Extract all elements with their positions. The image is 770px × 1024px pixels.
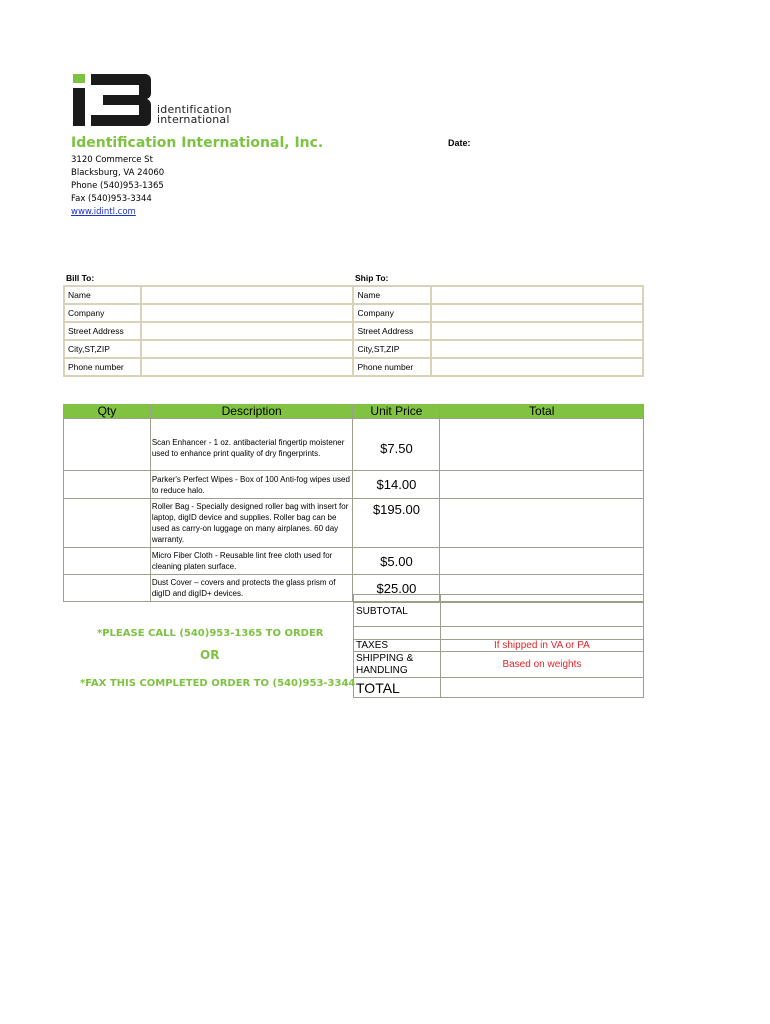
total-cell[interactable] — [440, 548, 644, 575]
bill-company-label: Company — [64, 304, 141, 322]
taxes-note: If shipped in VA or PA — [440, 640, 643, 652]
total-cell[interactable] — [440, 471, 644, 499]
table-row — [354, 595, 644, 603]
address-line1: 3120 Commerce St — [71, 155, 153, 165]
logo-line1: identification — [157, 103, 232, 116]
bill-company-field[interactable] — [141, 304, 353, 322]
qty-cell[interactable] — [64, 471, 151, 499]
ship-to-heading: Ship To: — [355, 273, 389, 283]
table-row — [64, 322, 643, 340]
bill-ship-table — [63, 285, 644, 377]
fax-order-note: *FAX THIS COMPLETED ORDER TO (540)953-3344 — [80, 678, 356, 689]
ship-phone-label: Phone number — [353, 358, 430, 376]
subtotal-label: SUBTOTAL — [354, 603, 441, 627]
totals-table — [353, 594, 644, 698]
item-description: Micro Fiber Cloth - Reusable lint free cloth used for cleaning platen surface. — [150, 548, 353, 575]
spacer-cell — [440, 595, 643, 603]
table-row — [354, 627, 644, 640]
phone-line: Phone (540)953-1365 — [71, 181, 164, 191]
ship-city-field[interactable] — [431, 340, 643, 358]
subtotal-value[interactable] — [440, 603, 643, 627]
item-unit-price: $25.00 — [353, 575, 440, 602]
ship-name-label: Name — [353, 286, 430, 304]
website-link[interactable]: www.idintl.com — [71, 207, 136, 217]
table-row — [64, 419, 644, 427]
ship-phone-field[interactable] — [431, 358, 643, 376]
ship-street-label: Street Address — [353, 322, 430, 340]
ship-name-field[interactable] — [431, 286, 643, 304]
qty-cell[interactable] — [64, 575, 151, 602]
item-unit-price: $7.50 — [353, 427, 440, 471]
item-description: Dust Cover – covers and protects the glass prism of digID and digID+ devices. — [150, 575, 353, 602]
total-cell[interactable] — [440, 499, 644, 548]
table-row — [64, 304, 643, 322]
description-cell-spacer — [150, 419, 353, 427]
table-row — [354, 603, 644, 627]
bill-street-label: Street Address — [64, 322, 141, 340]
address-line2: Blacksburg, VA 24060 — [71, 168, 165, 178]
item-description: Scan Enhancer - 1 oz. antibacterial fingertip moistener used to enhance print quality of dry fingerprints. — [150, 427, 353, 471]
item-description: Roller Bag - Specially designed roller bag with insert for laptop, digID device and supplies. Roller bag can be used as carry-on luggage on many airplanes. 60 day warranty. — [150, 499, 353, 548]
table-row — [64, 499, 644, 548]
order-items-table — [63, 404, 644, 602]
table-row — [354, 652, 644, 678]
table-row — [64, 340, 643, 358]
bill-name-field[interactable] — [141, 286, 353, 304]
bill-phone-field[interactable] — [141, 358, 353, 376]
total-value[interactable] — [440, 678, 643, 698]
ship-city-label: City,ST,ZIP — [353, 340, 430, 358]
or-note: OR — [200, 648, 220, 662]
logo-line2: international — [157, 113, 230, 126]
price-cell-spacer — [353, 419, 440, 427]
item-unit-price: $5.00 — [353, 548, 440, 575]
fax-line: Fax (540)953-3344 — [71, 194, 152, 204]
bill-city-field[interactable] — [141, 340, 353, 358]
table-row — [64, 286, 643, 304]
table-header-row — [64, 404, 644, 419]
spacer-cell — [440, 627, 643, 640]
unit-price-header: Unit Price — [353, 404, 440, 419]
qty-cell[interactable] — [64, 548, 151, 575]
ship-company-label: Company — [353, 304, 430, 322]
qty-header: Qty — [64, 404, 151, 419]
ship-company-field[interactable] — [431, 304, 643, 322]
table-row — [64, 471, 644, 499]
shipping-label: SHIPPING & HANDLING — [354, 652, 441, 678]
table-row — [354, 678, 644, 698]
qty-cell[interactable] — [64, 419, 151, 471]
bill-to-heading: Bill To: — [66, 273, 95, 283]
bill-phone-label: Phone number — [64, 358, 141, 376]
company-name: Identification International, Inc. — [71, 135, 324, 151]
i3-logo-icon — [73, 74, 153, 126]
company-address — [71, 154, 164, 219]
taxes-label: TAXES — [354, 640, 441, 652]
item-unit-price: $195.00 — [353, 499, 440, 548]
bill-name-label: Name — [64, 286, 141, 304]
company-logo — [73, 74, 243, 126]
ship-street-field[interactable] — [431, 322, 643, 340]
table-row — [354, 640, 644, 652]
date-label: Date: — [448, 138, 471, 148]
table-row — [64, 358, 643, 376]
item-unit-price: $14.00 — [353, 471, 440, 499]
bill-city-label: City,ST,ZIP — [64, 340, 141, 358]
total-header: Total — [440, 404, 644, 419]
table-row — [64, 548, 644, 575]
total-label: TOTAL — [354, 678, 441, 698]
shipping-note: Based on weights — [440, 652, 643, 678]
total-cell[interactable] — [440, 419, 644, 471]
bill-street-field[interactable] — [141, 322, 353, 340]
spacer-cell — [354, 627, 441, 640]
spacer-cell — [354, 595, 441, 603]
description-header: Description — [150, 404, 353, 419]
call-to-order-note: *PLEASE CALL (540)953-1365 TO ORDER — [97, 628, 324, 639]
item-description: Parker's Perfect Wipes - Box of 100 Anti-fog wipes used to reduce halo. — [150, 471, 353, 499]
qty-cell[interactable] — [64, 499, 151, 548]
